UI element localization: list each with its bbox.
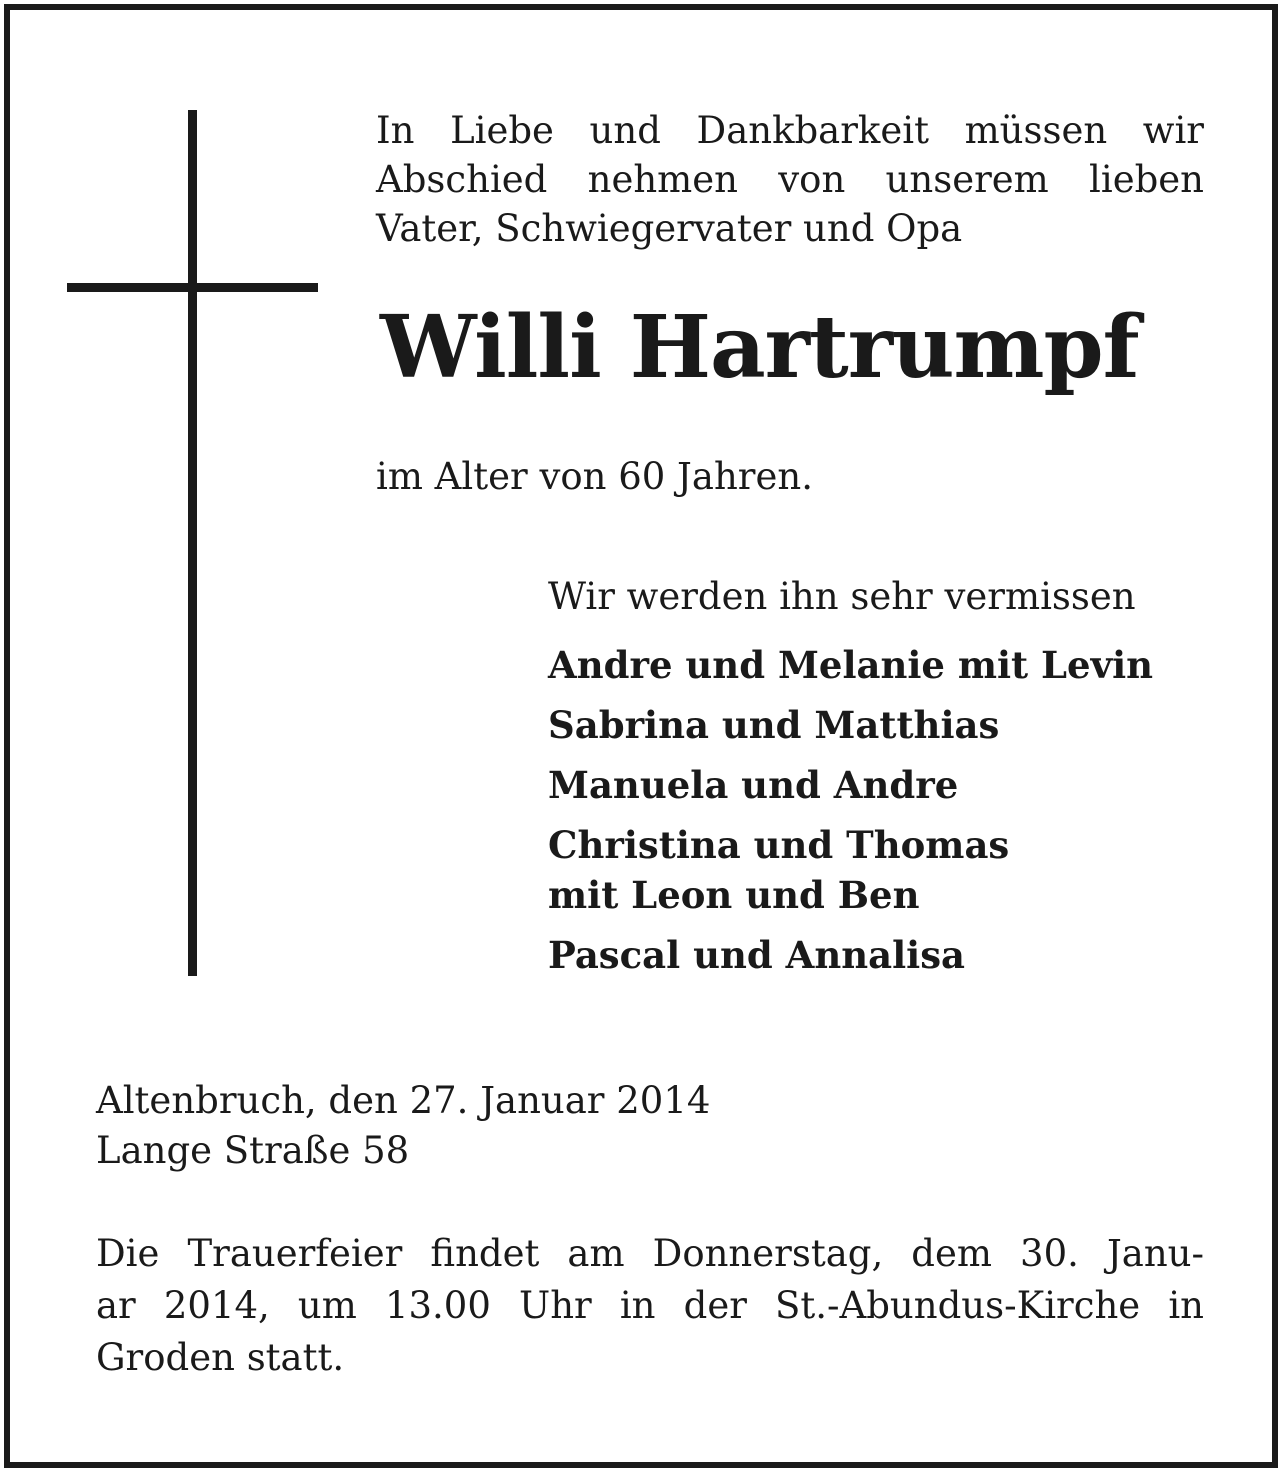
cross-icon-horizontal-beam [67,283,318,292]
intro-line: In Liebe und Dankbarkeit müssen wir [376,109,1204,152]
family-entry-text: Pascal und Annalisa [548,933,966,977]
family-entry-text: Christina und Thomas [548,823,1010,867]
cross-icon-vertical-beam [188,110,197,976]
service-line: Die Trauerfeier findet am Donnerstag, dem 30. Janu- [96,1232,1204,1275]
deceased-name: Willi Hartrumpf [380,297,1139,398]
intro-text [376,106,1204,253]
funeral-service-text [96,1228,1204,1384]
family-entry-text: Manuela und Andre [548,763,959,807]
family-entry-text: Andre und Melanie mit Levin [548,643,1154,687]
family-entry-text: Sabrina und Matthias [548,703,1000,747]
missing-line: Wir werden ihn sehr vermissen [548,575,1136,618]
obituary-notice-frame [4,4,1278,1468]
address: Lange Straße 58 [96,1129,410,1172]
family-entry [548,640,1153,690]
family-entry [548,930,1153,980]
service-line: Groden statt. [96,1336,345,1379]
place-and-address [96,1076,710,1176]
family-list [548,640,1153,990]
age-line: im Alter von 60 Jahren. [376,455,813,498]
intro-line: Vater, Schwiegervater und Opa [376,207,963,250]
family-entry [548,820,1153,920]
service-line: ar 2014, um 13.00 Uhr in der St.-Abundus-Kirche in [96,1284,1204,1327]
place-date: Altenbruch, den 27. Januar 2014 [96,1079,711,1122]
family-entry-text: mit Leon und Ben [548,873,920,917]
family-entry [548,760,1153,810]
intro-line: Abschied nehmen von unserem lieben [376,158,1204,201]
family-entry [548,700,1153,750]
